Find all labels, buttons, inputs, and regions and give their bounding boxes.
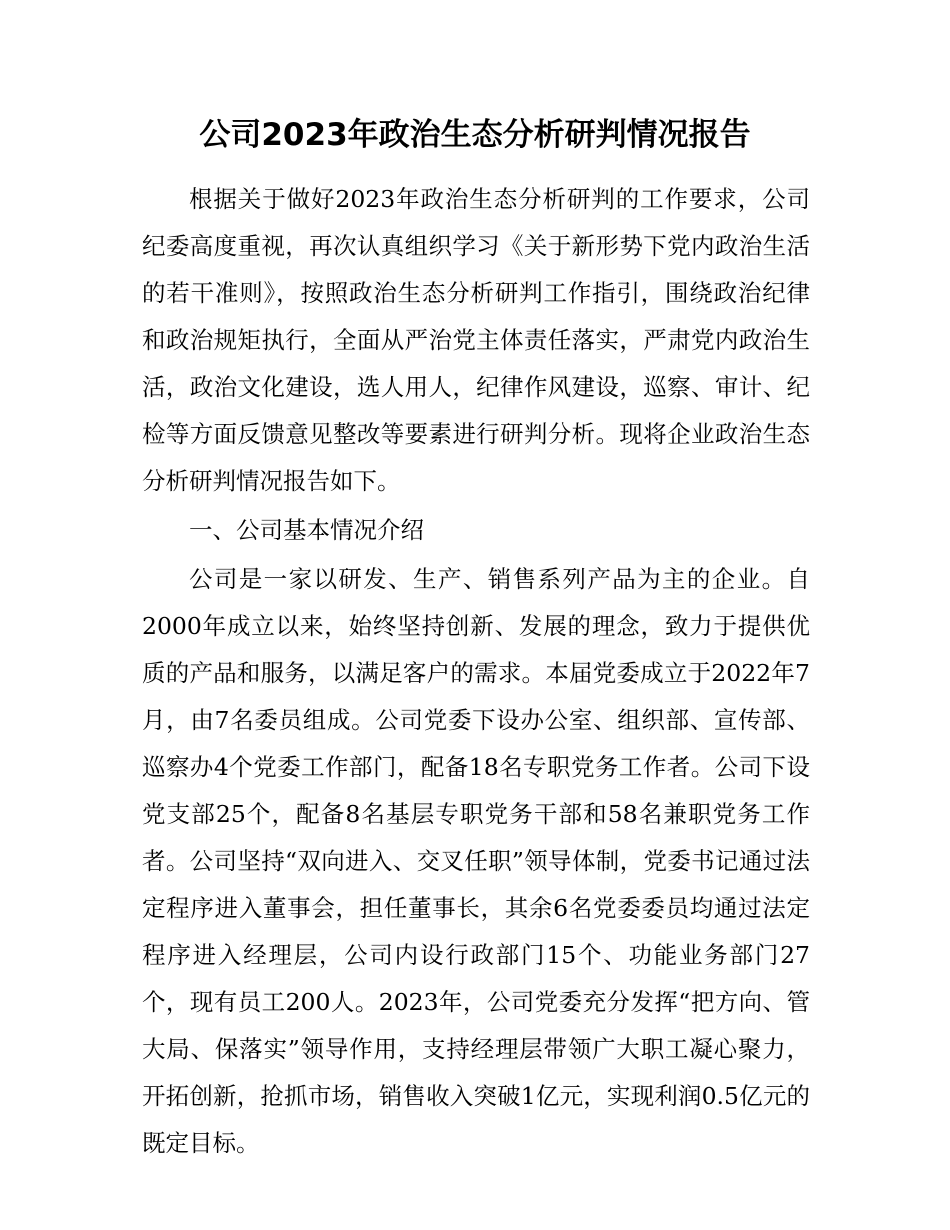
section-heading: 一、公司基本情况介绍 (189, 516, 424, 544)
document-title: 公司2023年政治生态分析研判情况报告 (199, 117, 751, 153)
intro-paragraph: 根据关于做好2023年政治生态分析研判的工作要求，公司纪委高度重视，再次认真组织学习《关于新形势下党内政治生活的若干准则》，按照政治生态分析研判工作指引，围绕政治纪律和政治规矩执行，全面从严治党主体责任落实，严肃党内政治生活，政治文化建设，选人用人，纪律作风建设，巡察、审计、纪检等方面反馈意见整改等要素进行研判分析。现将企业政治生态分析研判情况报告如下。 (142, 185, 810, 495)
company-info-paragraph: 公司是一家以研发、生产、销售系列产品为主的企业。自2000年成立以来，始终坚持创新、发展的理念，致力于提供优质的产品和服务，以满足客户的需求。本届党委成立于2022年7月，由7名委员组成。公司党委下设办公室、组织部、宣传部、巡察办4个党委工作部门，配备18名专职党务工作者。公司下设党支部25个，配备8名基层专职党务干部和58名兼职党务工作者。公司坚持“双向进入、交叉任职”领导体制，党委书记通过法定程序进入董事会，担任董事长，其余6名党委委员均通过法定程序进入经理层，公司内设行政部门15个、功能业务部门27个，现有员工200人。2023年，公司党委充分发挥“把方向、管大局、保落实”领导作用，支持经理层带领广大职工凝心聚力，开拓创新，抢抓市场，销售收入突破1亿元，实现利润0.5亿元的既定目标。 (142, 565, 810, 1157)
document-body (142, 176, 810, 1167)
